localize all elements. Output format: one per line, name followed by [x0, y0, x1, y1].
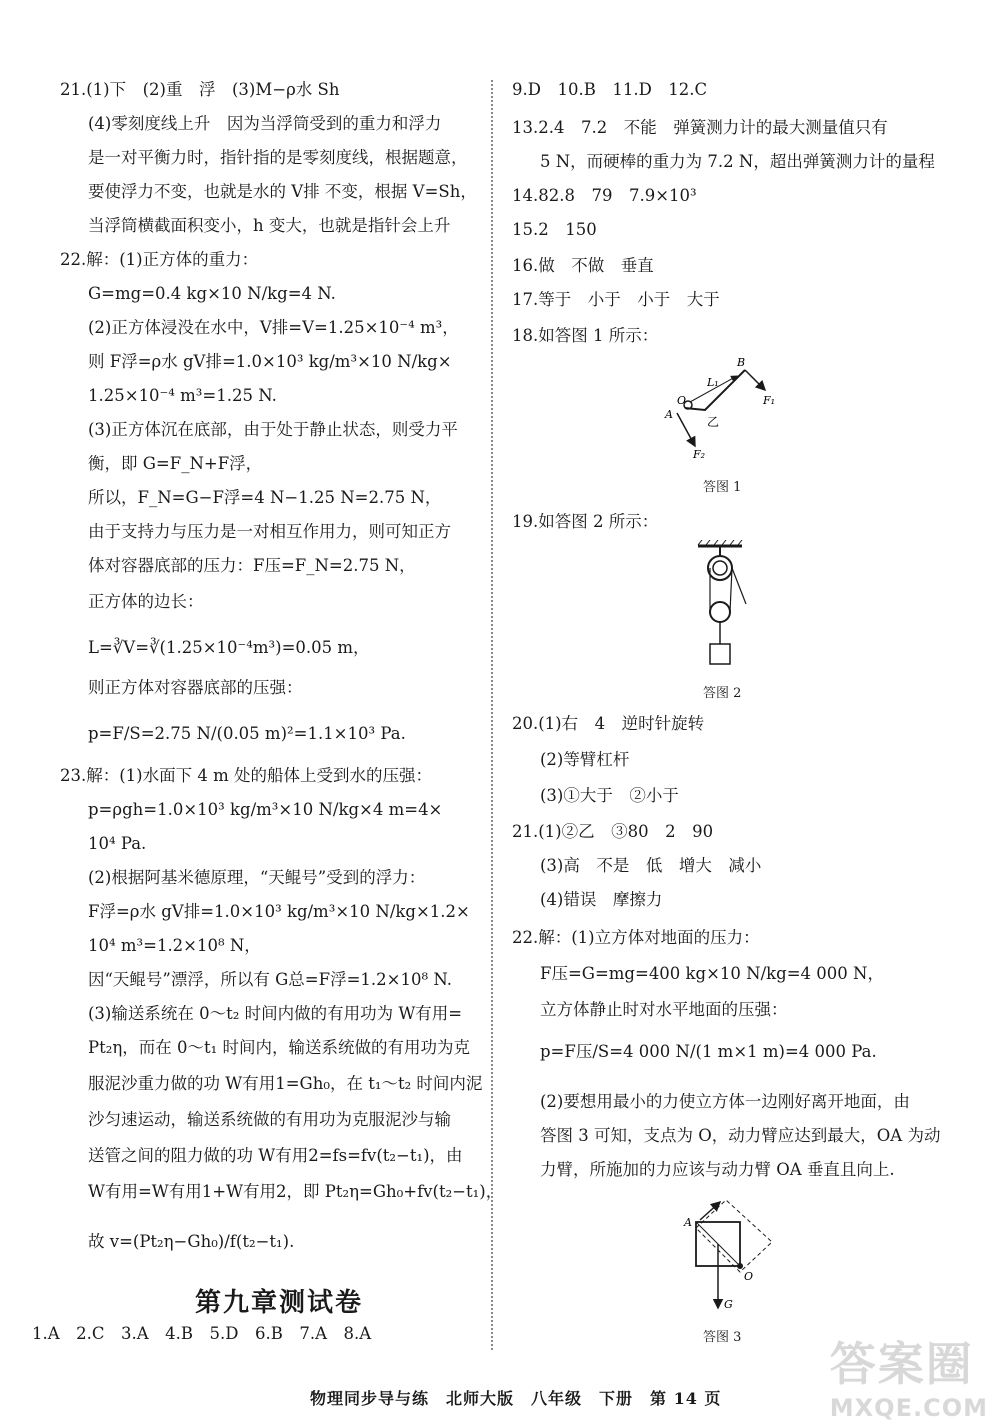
- answer-line: 10⁴ m³=1.2×10⁸ N，: [88, 936, 261, 955]
- answer-line: p=ρgh=1.0×10³ kg/m³×10 N/kg×4 m=4×: [88, 800, 443, 819]
- column-divider: [491, 80, 493, 1350]
- label-a: A: [684, 1216, 692, 1229]
- answer-line: (4)零刻度线上升 因为当浮筒受到的重力和浮力: [88, 114, 442, 133]
- answer-line: (2)根据阿基米德原理，“天鲲号”受到的浮力：: [88, 868, 426, 887]
- answer-line: (3)高 不是 低 增大 减小: [540, 856, 762, 875]
- load-block: [710, 644, 730, 664]
- answer-line: 22.解：(1)正方体的重力：: [60, 250, 259, 269]
- watermark-url: MXQE.COM: [829, 1394, 988, 1422]
- answer-line: 5 N，而硬棒的重力为 7.2 N，超出弹簧测力计的量程: [540, 152, 935, 171]
- label-f1: F₁: [763, 394, 776, 407]
- rope-free-end: [732, 568, 746, 604]
- answer-line: 当浮筒横截面积变小，h 变大，也就是指针会上升: [88, 216, 451, 235]
- movable-pulley: [710, 602, 730, 622]
- answer-line: 15.2 150: [512, 220, 597, 239]
- force-f2-arrow: [677, 413, 695, 446]
- answer-line: 正方体的边长：: [88, 592, 204, 611]
- watermark-text: 答案圈: [829, 1337, 974, 1391]
- watermark-logo: [830, 1328, 988, 1422]
- force-arrow: [700, 1202, 720, 1220]
- answer-line: 22.解：(1)立方体对地面的压力：: [512, 928, 760, 947]
- answer-line: Pt₂η，而在 0～t₁ 时间内，输送系统做的有用功为克: [88, 1038, 470, 1057]
- label-l1: L₁: [707, 376, 719, 389]
- page-footer: 物理同步导与练 北师大版 八年级 下册 第 14 页: [310, 1389, 722, 1408]
- answer-line: 14.82.8 79 7.9×10³: [512, 186, 697, 205]
- answer-line: 力臂，所施加的力应该与动力臂 OA 垂直且向上.: [540, 1160, 895, 1179]
- label-o: O: [677, 394, 687, 407]
- answer-line: 则 F浮=ρ水 gV排=1.0×10³ kg/m³×10 N/kg×: [88, 352, 452, 371]
- answer-line: p=F压/S=4 000 N/(1 m×1 m)=4 000 Pa.: [540, 1042, 877, 1061]
- answer-line: 所以，F_N=G−F浮=4 N−1.25 N=2.75 N，: [88, 488, 442, 507]
- answer-line: 1.25×10⁻⁴ m³=1.25 N.: [88, 386, 277, 405]
- answer-line: 是一对平衡力时，指针指的是零刻度线，根据题意，: [88, 148, 468, 167]
- answer-line: (3)正方体沉在底部，由于处于静止状态，则受力平: [88, 420, 458, 439]
- answer-line: 20.(1)右 4 逆时针旋转: [512, 714, 705, 733]
- answer-line: 23.解：(1)水面下 4 m 处的船体上受到水的压强：: [60, 766, 432, 785]
- answer-line: 16.做 不做 垂直: [512, 256, 654, 275]
- answer-line: 则正方体对容器底部的压强：: [88, 678, 303, 697]
- label-f2: F₂: [693, 448, 706, 461]
- answer-line: (3)①大于 ②小于: [540, 786, 679, 805]
- answer-line: 由于支持力与压力是一对相互作用力，则可知正方: [88, 522, 451, 541]
- answer-line: 立方体静止时对水平地面的压强：: [540, 1000, 788, 1019]
- answer-line: L=∛V=∛(1.25×10⁻⁴m³)=0.05 m，: [88, 638, 370, 657]
- fixed-pulley-inner: [713, 561, 727, 575]
- answer-line: 18.如答图 1 所示：: [512, 326, 659, 345]
- answer-line: (3)输送系统在 0～t₂ 时间内做的有用功为 W有用=: [88, 1004, 463, 1023]
- answer-line: 21.(1)下 (2)重 浮 (3)M−ρ水 Sh: [60, 80, 340, 99]
- pulley-diagram-figure-2: [690, 540, 760, 670]
- answer-line: 9.D 10.B 11.D 12.C: [512, 80, 708, 99]
- label-b: B: [737, 358, 746, 369]
- tilted-cube-outline: [696, 1200, 772, 1272]
- answer-line: 因“天鲲号”漂浮，所以有 G总=F浮=1.2×10⁸ N.: [88, 970, 452, 989]
- answer-line: (2)等臂杠杆: [540, 750, 630, 769]
- answer-line: 沙匀速运动，输送系统做的有用功为克服泥沙与输: [88, 1110, 451, 1129]
- pivot-o: [737, 1263, 743, 1269]
- fixed-pulley: [708, 556, 732, 580]
- answer-line: 19.如答图 2 所示：: [512, 512, 659, 531]
- answer-line: F浮=ρ水 gV排=1.0×10³ kg/m³×10 N/kg×1.2×: [88, 902, 470, 921]
- answer-line: W有用=W有用1+W有用2，即 Pt₂η=Gh₀+fv(t₂−t₁)，: [88, 1182, 503, 1201]
- answer-line: 21.(1)②乙 ③80 2 90: [512, 822, 714, 841]
- answer-line: (2)要想用最小的力使立方体一边刚好离开地面，由: [540, 1092, 910, 1111]
- force-f1-arrow: [745, 370, 765, 390]
- answer-line: 故 v=(Pt₂η−Gh₀)/f(t₂−t₁).: [88, 1232, 295, 1251]
- answer-line: 10⁴ Pa.: [88, 834, 147, 853]
- cube-diagram-figure-3: [680, 1196, 780, 1316]
- answer-line: 13.2.4 7.2 不能 弹簧测力计的最大测量值只有: [512, 118, 888, 137]
- answer-line: (2)正方体浸没在水中，V排=V=1.25×10⁻⁴ m³，: [88, 318, 459, 337]
- answer-line: F压=G=mg=400 kg×10 N/kg=4 000 N，: [540, 964, 884, 983]
- label-o: O: [744, 1270, 754, 1283]
- answer-line: 衡，即 G=F_N+F浮，: [88, 454, 263, 473]
- chapter-test-title: 第九章测试卷: [195, 1288, 364, 1318]
- answer-line: p=F/S=2.75 N/(0.05 m)²=1.1×10³ Pa.: [88, 724, 406, 743]
- figure-1-caption: 答图 1: [703, 480, 742, 495]
- figure-2-caption: 答图 2: [703, 686, 742, 701]
- label-a: A: [665, 408, 673, 421]
- answer-line: 服泥沙重力做的功 W有用1=Gh₀，在 t₁～t₂ 时间内泥: [88, 1074, 483, 1093]
- figure-3-caption: 答图 3: [703, 1330, 742, 1345]
- answer-line: (4)错误 摩擦力: [540, 890, 663, 909]
- answer-line: 体对容器底部的压力：F压=F_N=2.75 N，: [88, 556, 416, 575]
- answer-line: 要使浮力不变，也就是水的 V排 不变，根据 V=Sh，: [88, 182, 477, 201]
- lever-diagram-figure-1: [655, 358, 785, 468]
- answer-line: 答图 3 可知，支点为 O，动力臂应达到最大，OA 为动: [540, 1126, 941, 1145]
- answer-line: 送管之间的阻力做的功 W有用2=fs=fv(t₂−t₁)，由: [88, 1146, 463, 1165]
- mc-answers: 1.A 2.C 3.A 4.B 5.D 6.B 7.A 8.A: [32, 1324, 372, 1343]
- answer-line: G=mg=0.4 kg×10 N/kg=4 N.: [88, 284, 336, 303]
- answer-line: 17.等于 小于 小于 大于: [512, 290, 720, 309]
- label-g: G: [724, 1298, 733, 1311]
- label-yi: 乙: [707, 415, 720, 429]
